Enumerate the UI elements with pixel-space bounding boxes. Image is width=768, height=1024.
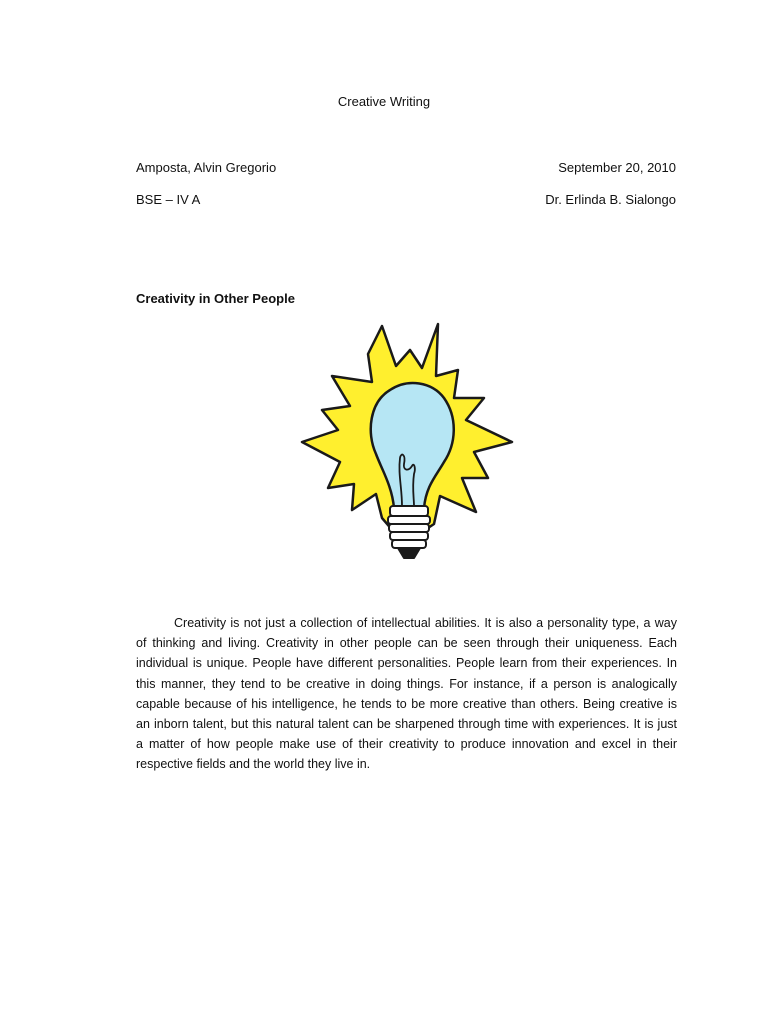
instructor-name: Dr. Erlinda B. Sialongo bbox=[545, 192, 676, 207]
bulb-base-tip bbox=[398, 548, 420, 558]
student-name: Amposta, Alvin Gregorio bbox=[136, 160, 277, 175]
document-date: September 20, 2010 bbox=[558, 160, 676, 175]
essay-body-paragraph: Creativity is not just a collection of intellectual abilities. It is also a personality type, a way of thinking and living. Creativity in other people can be seen through their uniqueness. Each individual is unique. People have different personalities. People learn from their experiences. In this manner, they tend to be creative in doing things. For instance, if a person is analogically capable because of his intelligence, he tends to be more creative than others. Being creative is an inborn talent, but this natural talent can be sharpened through time with experiences. It is just a matter of how people make use of their creativity to produce innovation and excel in their respective fields and the world they live in. bbox=[136, 616, 677, 772]
bulb-base-thread-3 bbox=[390, 532, 428, 540]
essay-heading: Creativity in Other People bbox=[136, 291, 295, 306]
class-section: BSE – IV A bbox=[136, 192, 201, 207]
bulb-base-thread-1 bbox=[388, 516, 430, 524]
document-title: Creative Writing bbox=[337, 94, 431, 109]
bulb-base-thread-2 bbox=[389, 524, 429, 532]
bulb-base-collar bbox=[390, 506, 428, 516]
lightbulb-icon bbox=[298, 318, 518, 568]
bulb-base-thread-4 bbox=[392, 540, 426, 548]
